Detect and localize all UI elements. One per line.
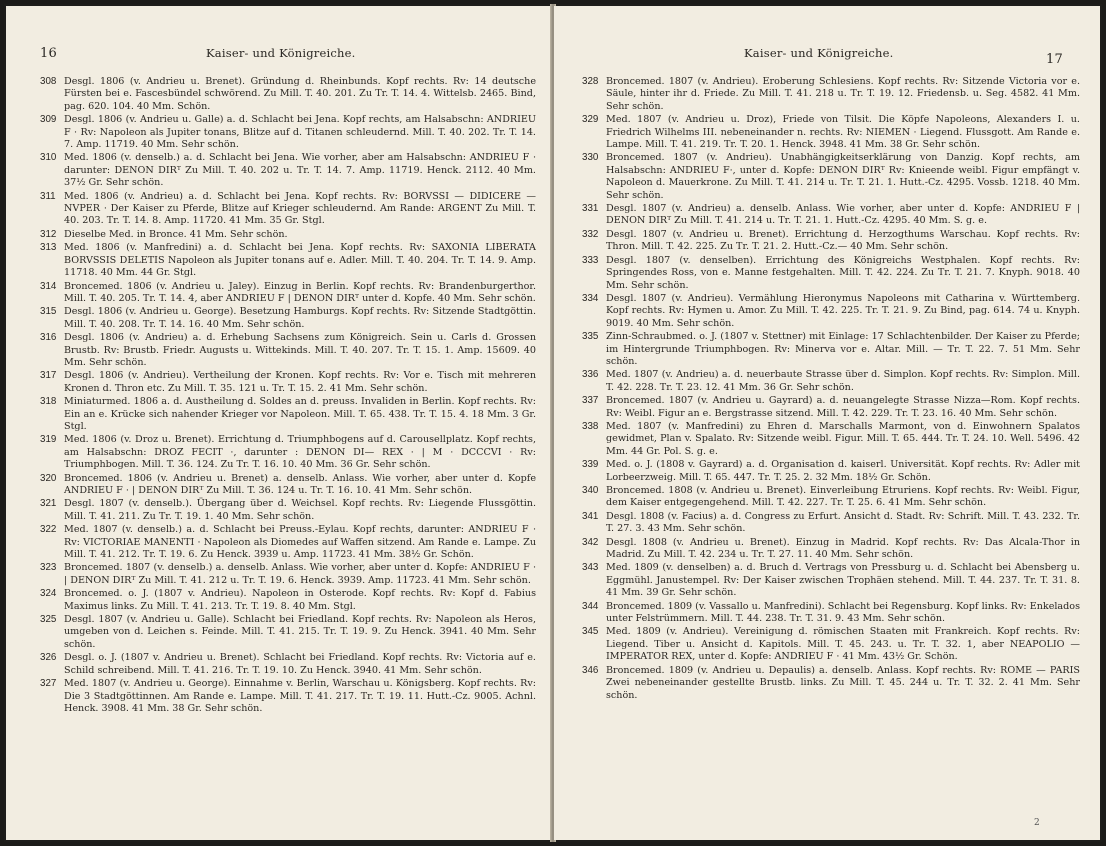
entry-list xyxy=(582,76,1080,703)
entry-number: 338 xyxy=(582,420,599,432)
entry-number: 311 xyxy=(40,190,56,202)
entry-number: 344 xyxy=(582,600,599,612)
entry-text: Med. 1807 (v. Andrieu) a. d. neuerbaute Strasse über d. Simplon. Kopf rechts. Rv: Simplon. Mill. T. 42. 228. Tr. T. 23. 12. 41 Mm. 36 Gr. Sehr schön. xyxy=(606,369,1080,393)
entry-number: 310 xyxy=(40,152,57,164)
entry-text: Broncemed. o. J. (1807 v. Andrieu). Napoleon in Osterode. Kopf rechts. Rv: Kopf d. Fabius Maximus links. Zu Mill. T. 41. 213. Tr. T. 19. 8. 40 Mm. Stgl. xyxy=(64,588,536,612)
entry-number: 343 xyxy=(582,562,599,574)
catalog-entry xyxy=(582,229,1080,254)
entry-number: 312 xyxy=(40,228,57,240)
catalog-entry xyxy=(582,485,1080,510)
entry-text: Zinn-Schraubmed. o. J. (1807 v. Stettner) mit Einlage: 17 Schlachtenbilder. Der Kaiser zu Pferde; im Hintergrunde Triumphbogen. Rv: Minerva vor e. Altar. Mill. — Tr. T. 22. 7. 51 Mm. Sehr schön. xyxy=(606,331,1080,367)
entry-number: 317 xyxy=(40,370,57,382)
catalog-entry xyxy=(40,434,536,471)
entry-text: Desgl. 1806 (v. Andrieu u. Galle) a. d. Schlacht bei Jena. Kopf rechts, am Halsabschn: ANDRIEU F · Rv: Napoleon als Jupiter tonans, Blitze auf d. Titanen schleudernd. Mill. T. 40. 202. Tr. T. 14. 7. Amp. 11719. 40 Mm. Sehr schön. xyxy=(64,114,536,151)
entry-number: 346 xyxy=(582,664,599,676)
catalog-entry xyxy=(40,678,536,715)
entry-number: 337 xyxy=(582,395,599,407)
entry-text: Desgl. 1806 (v. Andrieu u. Brenet). Gründung d. Rheinbunds. Kopf rechts. Rv: 14 deutsche Fürsten bei e. Fascesbündel schwörend. Zu Mill. T. 40. 201. Zu Tr. T. 14. 4. Wittelsb. 2465. Bind, pag. 620. 104. 40 Mm. Schön. xyxy=(64,76,536,112)
catalog-entry xyxy=(582,421,1080,458)
entry-text: Broncemed. 1807 (v. Andrieu u. Gayrard) a. d. neuangelegte Strasse Nizza—Rom. Kopf rechts. Rv: Weibl. Figur an e. Bergstrasse sitzend. Mill. T. 42. 229. Tr. T. 23. 16. 40 Mm. Sehr schön. xyxy=(606,395,1080,419)
entry-number: 332 xyxy=(582,228,599,240)
entry-text: Broncemed. 1806 (v. Andrieu u. Jaley). Einzug in Berlin. Kopf rechts. Rv: Brandenburgerthor. Mill. T. 40. 205. Tr. T. 14. 4, aber ANDRIEU F | DENON DIRᵀ unter d. Kopfe. 40 Mm. Sehr schön. xyxy=(64,280,536,304)
entry-number: 319 xyxy=(40,434,57,446)
catalog-entry xyxy=(40,114,536,151)
entry-text: Med. 1809 (v. denselben) a. d. Bruch d. Vertrags von Pressburg u. d. Schlacht bei Abensberg u. Eggmühl. Janustempel. Rv: Der Kaiser zwischen Trophäen stehend. Mill. T. 44. 237. Tr. T. 31. 8. 41 Mm. 39 Gr. Sehr schön. xyxy=(606,562,1080,599)
catalog-entry xyxy=(582,152,1080,202)
catalog-entry xyxy=(582,459,1080,484)
entry-number: 345 xyxy=(582,626,599,638)
entry-number: 340 xyxy=(582,485,599,496)
entry-text: Med. 1806 (v. Manfredini) a. d. Schlacht bei Jena. Kopf rechts. Rv: SAXONIA LIBERATA BORVSSIS DELETIS Napoleon als Jupiter tonans auf e. Adler. Mill. T. 40. 204. Tr. T. 14. 9. Amp. 11718. 40 Mm. 44 Gr. Stgl. xyxy=(64,242,536,279)
entry-text: Broncemed. 1808 (v. Andrieu u. Brenet). Einverleibung Etruriens. Kopf rechts. Rv: Weibl. Figur, dem Kaiser entgegengehend. Mill. T. 42. 227. Tr. T. 25. 6. 41 Mm. Sehr schön. xyxy=(606,485,1080,509)
catalog-entry xyxy=(40,281,536,306)
entry-number: 326 xyxy=(40,652,57,664)
entry-text: Broncemed. 1809 (v. Andrieu u. Depaulis) a. denselb. Anlass. Kopf rechts. Rv: ROME — PARIS Zwei nebeneinander gestellte Brustb. links. Zu Mill. T. 45. 244 u. Tr. T. 32. 2. 41 Mm. Sehr schön. xyxy=(606,664,1080,701)
catalog-entry xyxy=(40,332,536,369)
entry-text: Med. 1809 (v. Andrieu). Vereinigung d. römischen Staaten mit Frankreich. Kopf rechts. Rv: Liegend. Tiber u. Ansicht d. Kapitols. Mill. T. 45. 243. u. Tr. T. 32. 1, aber NEAPOLIO — IMPERATOR REX, unter d. Kopfe: ANDRIEU F · 41 Mm. 43½ Gr. Schön. xyxy=(606,626,1080,663)
left-page xyxy=(6,6,552,840)
entry-number: 327 xyxy=(40,678,57,690)
catalog-entry xyxy=(40,152,536,189)
catalog-entry xyxy=(582,665,1080,702)
running-head: Kaiser- und Königreiche. xyxy=(206,46,356,60)
catalog-entry xyxy=(40,614,536,651)
entry-number: 331 xyxy=(582,203,599,215)
page-number: 17 xyxy=(1046,52,1063,67)
entry-text: Med. o. J. (1808 v. Gayrard) a. d. Organisation d. kaiserl. Universität. Kopf rechts. Rv: Adler mit Lorbeerzweig. Mill. T. 65. 447. Tr. T. 25. 2. 32 Mm. 18½ Gr. Schön. xyxy=(606,459,1080,483)
entry-number: 333 xyxy=(582,254,599,266)
catalog-entry xyxy=(40,306,536,331)
catalog-entry xyxy=(40,652,536,677)
catalog-entry xyxy=(40,473,536,498)
catalog-entry xyxy=(582,601,1080,626)
entry-text: Desgl. 1807 (v. denselben). Errichtung des Königreichs Westphalen. Kopf rechts. Rv: Springendes Ross, von e. Manne festgehalten. Mill. T. 42. 224. Zu Tr. T. 21. 7. Knyph. 9018. 40 Mm. Sehr schön. xyxy=(606,254,1080,291)
catalog-entry xyxy=(582,331,1080,368)
entry-text: Med. 1806 (v. Andrieu) a. d. Schlacht bei Jena. Kopf rechts. Rv: BORVSSI — DIDICERE — NVPER · Der Kaiser zu Pferde, Blitze auf Krieger schleudernd. Am Rande: ARGENT Zu Mill. T. 40. 203. Tr. T. 14. 8. Amp. 11720. 41 Mm. 35 Gr. Stgl. xyxy=(64,190,536,227)
book-spread xyxy=(4,4,1102,842)
entry-text: Desgl. 1807 (v. Andrieu u. Galle). Schlacht bei Friedland. Kopf rechts. Rv: Napoleon als Heros, umgeben von d. Leichen s. Feinde. Mill. T. 41. 215. Tr. T. 19. 9. Zu Henck. 3941. 40 Mm. Sehr schön. xyxy=(64,614,536,650)
entry-text: Desgl. 1808 (v. Facius) a. d. Congress zu Erfurt. Ansicht d. Stadt. Rv: Schrift. Mill. T. 43. 232. Tr. T. 27. 3. 43 Mm. Sehr schön. xyxy=(606,510,1080,535)
entry-text: Broncemed. 1807 (v. Andrieu). Eroberung Schlesiens. Kopf rechts. Rv: Sitzende Victoria vor e. Säule, hinter ihr d. Friede. Zu Mill. T. 41. 218 u. Tr. T. 19. 12. Friedensb. u. Seg. 4582. 41 Mm. Sehr schön. xyxy=(606,76,1080,112)
entry-text: Med. 1806 (v. denselb.) a. d. Schlacht bei Jena. Wie vorher, aber am Halsabschn: ANDRIEU F · darunter: DENON DIRᵀ Zu Mill. T. 40. 202 u. Tr. T. 14. 7. Amp. 11719. Henck. 2112. 40 Mm. 37½ Gr. Sehr schön. xyxy=(64,152,536,189)
catalog-entry xyxy=(40,524,536,561)
catalog-entry xyxy=(40,229,536,241)
catalog-entry xyxy=(40,588,536,613)
entry-number: 324 xyxy=(40,588,57,600)
running-head: Kaiser- und Königreiche. xyxy=(744,46,894,60)
entry-number: 335 xyxy=(582,331,599,343)
catalog-entry xyxy=(582,76,1080,113)
entry-number: 325 xyxy=(40,614,57,626)
catalog-entry xyxy=(582,203,1080,228)
entry-number: 308 xyxy=(40,76,57,87)
entry-text: Desgl. 1806 (v. Andrieu) a. d. Erhebung Sachsens zum Königreich. Sein u. Carls d. Grossen Brustb. Rv: Brustb. Friedr. Augusts u. Wittekinds. Mill. T. 40. 207. Tr. T. 15. 1. Amp. 15609. 40 Mm. Sehr schön. xyxy=(64,332,536,368)
entry-number: 313 xyxy=(40,242,57,254)
entry-number: 336 xyxy=(582,369,599,381)
catalog-entry xyxy=(40,191,536,228)
entry-text: Desgl. 1806 (v. Andrieu u. George). Besetzung Hamburgs. Kopf rechts. Rv: Sitzende Stadtgöttin. Mill. T. 40. 208. Tr. T. 14. 16. 40 Mm. Sehr schön. xyxy=(64,306,536,330)
catalog-entry xyxy=(40,396,536,433)
entry-text: Desgl. 1806 (v. Andrieu). Vertheilung der Kronen. Kopf rechts. Rv: Vor e. Tisch mit mehreren Kronen d. Thron etc. Zu Mill. T. 35. 121 u. Tr. T. 15. 2. 41 Mm. Sehr schön. xyxy=(64,370,536,394)
catalog-entry xyxy=(582,626,1080,663)
entry-text: Desgl. 1807 (v. Andrieu). Vermählung Hieronymus Napoleons mit Catharina v. Württemberg. Kopf rechts. Rv: Hymen u. Amor. Zu Mill. T. 42. 225. Tr. T. 21. 9. Zu Bind, pag. 614. 74 u. Knyph. 9019. 40 Mm. Sehr schön. xyxy=(606,292,1080,329)
entry-text: Med. 1807 (v. denselb.) a. d. Schlacht bei Preuss.-Eylau. Kopf rechts, darunter: ANDRIEU F · Rv: VICTORIAE MANENTI · Napoleon als Diomedes auf Waffen sitzend. Am Rande e. Lampe. Zu Mill. T. 41. 212. Tr. T. 19. 6. Zu Henck. 3939 u. Amp. 11723. 41 Mm. 38½ Gr. Schön. xyxy=(64,524,536,561)
page-number: 16 xyxy=(40,46,57,61)
right-page xyxy=(554,6,1100,840)
signature-mark: 2 xyxy=(1034,818,1040,828)
entry-number: 320 xyxy=(40,472,57,484)
entry-text: Dieselbe Med. in Bronce. 41 Mm. Sehr schön. xyxy=(64,228,288,240)
entry-number: 322 xyxy=(40,524,57,536)
entry-number: 334 xyxy=(582,292,599,304)
entry-text: Miniaturmed. 1806 a. d. Austheilung d. Soldes an d. preuss. Invaliden in Berlin. Kopf rechts. Rv: Ein an e. Krücke sich nahender Krieger vor Napoleon. Mill. T. 65. 438. Tr. T. 15. 4. 18 Mm. 3 Gr. Stgl. xyxy=(64,396,536,432)
catalog-entry xyxy=(582,293,1080,330)
entry-number: 318 xyxy=(40,396,57,408)
entry-list xyxy=(40,76,536,716)
entry-text: Desgl. 1807 (v. denselb.). Übergang über d. Weichsel. Kopf rechts. Rv: Liegende Flussgöttin. Mill. T. 41. 211. Zu Tr. T. 19. 1. 40 Mm. Sehr schön. xyxy=(64,498,536,522)
catalog-entry xyxy=(582,511,1080,536)
entry-number: 315 xyxy=(40,306,57,318)
entry-number: 321 xyxy=(40,498,57,510)
entry-number: 316 xyxy=(40,332,57,344)
catalog-entry xyxy=(40,76,536,113)
catalog-entry xyxy=(582,537,1080,562)
entry-number: 309 xyxy=(40,114,57,126)
entry-text: Broncemed. 1807 (v. Andrieu). Unabhängigkeitserklärung von Danzig. Kopf rechts, am Halsabschn: ANDRIEU F·, unter d. Kopfe: DENON DIRᵀ Rv: Knieende weibl. Figur empfängt v. Napoleon d. Mauerkrone. Zu Mill. T. 41. 214 u. Tr. T. 21. 1. Hutt.-Cz. 4295. Vossb. 1218. 40 Mm. Sehr schön. xyxy=(606,152,1080,201)
entry-number: 342 xyxy=(582,536,599,548)
entry-text: Med. 1807 (v. Andrieu u. Droz), Friede von Tilsit. Die Köpfe Napoleons, Alexanders I. u. Friedrich Wilhelms III. nebeneinander n. rechts. Rv: NIEMEN · Liegend. Flussgott. Am Rande e. Lampe. Mill. T. 41. 219. Tr. T. 20. 1. Henck. 3948. 41 Mm. 38 Gr. Sehr schön. xyxy=(606,114,1080,151)
catalog-entry xyxy=(582,114,1080,151)
entry-text: Desgl. 1807 (v. Andrieu) a. denselb. Anlass. Wie vorher, aber unter d. Kopfe: ANDRIEU F | DENON DIRᵀ Zu Mill. T. 41. 214 u. Tr. T. 21. 1. Hutt.-Cz. 4295. 40 Mm. S. g. e. xyxy=(606,203,1080,227)
entry-text: Broncemed. 1809 (v. Vassallo u. Manfredini). Schlacht bei Regensburg. Kopf links. Rv: Enkelados unter Felstrümmern. Mill. T. 44. 238. Tr. T. 31. 9. 43 Mm. Sehr schön. xyxy=(606,600,1080,625)
catalog-entry xyxy=(40,370,536,395)
catalog-entry xyxy=(582,395,1080,420)
entry-number: 341 xyxy=(582,510,599,522)
catalog-entry xyxy=(40,498,536,523)
entry-number: 328 xyxy=(582,76,599,87)
entry-text: Broncemed. 1807 (v. denselb.) a. denselb. Anlass. Wie vorher, aber unter d. Kopfe: ANDRIEU F · | DENON DIRᵀ Zu Mill. T. 41. 212 u. Tr. T. 19. 6. Henck. 3939. Amp. 11723. 41 Mm. Sehr schön. xyxy=(64,562,536,586)
catalog-entry xyxy=(582,255,1080,292)
entry-number: 329 xyxy=(582,114,599,126)
catalog-entry xyxy=(582,369,1080,394)
catalog-entry xyxy=(40,562,536,587)
entry-text: Med. 1806 (v. Droz u. Brenet). Errichtung d. Triumphbogens auf d. Carousellplatz. Kopf rechts, am Halsabschn: DROZ FECIT ·, darunter : DENON DI— REX · | M · DCCCVI · Rv: Triumphbogen. Mill. T. 36. 124. Zu Tr. T. 16. 10. 40 Mm. 36 Gr. Sehr schön. xyxy=(64,434,536,471)
catalog-entry xyxy=(582,562,1080,599)
entry-number: 314 xyxy=(40,280,57,292)
entry-text: Desgl. 1807 (v. Andrieu u. Brenet). Errichtung d. Herzogthums Warschau. Kopf rechts. Rv: Thron. Mill. T. 42. 225. Zu Tr. T. 21. 2. Hutt.-Cz.— 40 Mm. Sehr schön. xyxy=(606,228,1080,253)
entry-text: Med. 1807 (v. Andrieu u. George). Einnahme v. Berlin, Warschau u. Königsberg. Kopf rechts. Rv: Die 3 Stadtgöttinnen. Am Rande e. Lampe. Mill. T. 41. 217. Tr. T. 19. 11. Hutt.-Cz. 9005. Achnl. Henck. 3908. 41 Mm. 38 Gr. Sehr schön. xyxy=(64,678,536,714)
entry-text: Med. 1807 (v. Manfredini) zu Ehren d. Marschalls Marmont, von d. Einwohnern Spalatos gewidmet, Plan v. Spalato. Rv: Sitzende weibl. Figur. Mill. T. 65. 444. Tr. T. 24. 10. Well. 5496. 42 Mm. 44 Gr. Pol. S. g. e. xyxy=(606,420,1080,457)
entry-number: 323 xyxy=(40,562,57,574)
entry-number: 330 xyxy=(582,152,599,164)
entry-text: Broncemed. 1806 (v. Andrieu u. Brenet) a. denselb. Anlass. Wie vorher, aber unter d. Kopfe ANDRIEU F · | DENON DIRᵀ Zu Mill. T. 36. 124 u. Tr. T. 16. 10. 41 Mm. Sehr schön. xyxy=(64,472,536,496)
entry-text: Desgl. 1808 (v. Andrieu u. Brenet). Einzug in Madrid. Kopf rechts. Rv: Das Alcala-Thor in Madrid. Zu Mill. T. 42. 234 u. Tr. T. 27. 11. 40 Mm. Sehr schön. xyxy=(606,536,1080,561)
catalog-entry xyxy=(40,242,536,279)
entry-text: Desgl. o. J. (1807 v. Andrieu u. Brenet). Schlacht bei Friedland. Kopf rechts. Rv: Victoria auf e. Schild schreibend. Mill. T. 41. 216. Tr. T. 19. 10. Zu Henck. 3940. 41 Mm. Sehr schön. xyxy=(64,652,536,676)
entry-number: 339 xyxy=(582,459,599,471)
